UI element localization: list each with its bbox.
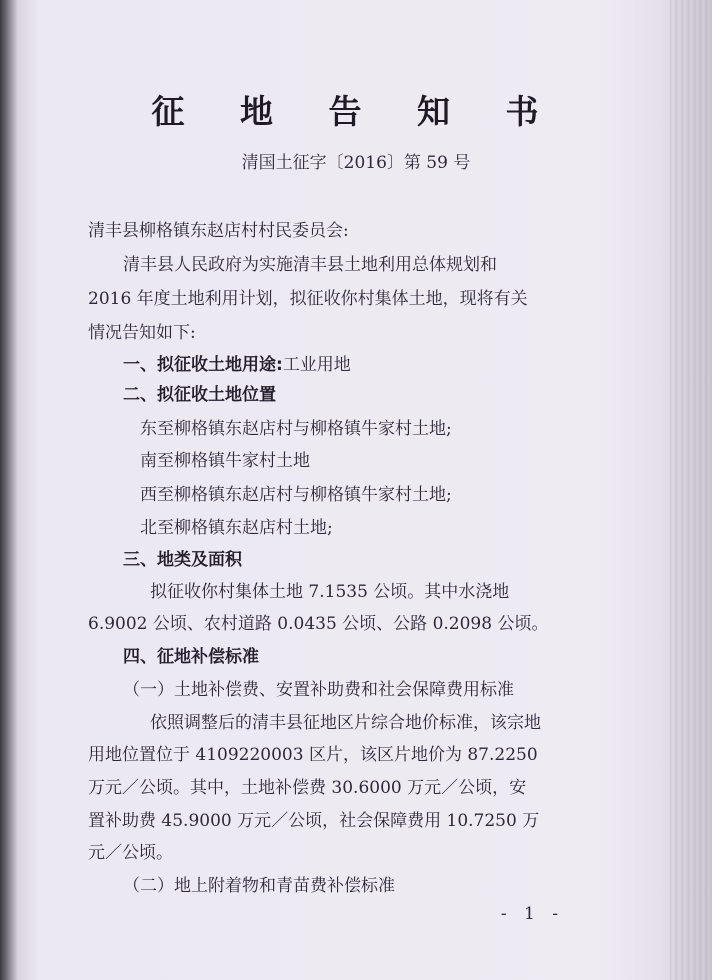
compensation-line-2: 用地位置位于 4109220003 区片，该区片地价为 87.2250 xyxy=(88,745,538,765)
compensation-line-4: 置补助费 45.9000 万元／公顷，社会保障费用 10.7250 万 xyxy=(88,811,540,831)
intro-line-3: 情况告知如下: xyxy=(88,323,196,343)
area-line-2: 6.9002 公顷、农村道路 0.0435 公顷、公路 0.2098 公顷。 xyxy=(88,614,549,634)
location-north: 北至柳格镇东赵店村土地; xyxy=(140,518,333,538)
compensation-line-5: 元／公顷。 xyxy=(88,843,173,863)
intro-line-2: 2016 年度土地利用计划，拟征收你村集体土地，现将有关 xyxy=(88,289,528,309)
section1-heading: 一、拟征收土地用途: xyxy=(123,355,283,375)
section1-line xyxy=(123,350,351,375)
section4-heading: 四、征地补偿标准 xyxy=(123,647,259,667)
compensation-line-3: 万元／公顷。其中，土地补偿费 30.6000 万元／公顷，安 xyxy=(88,778,527,798)
page-number: - 1 - xyxy=(500,904,564,924)
area-line-1: 拟征收你村集体土地 7.1535 公顷。其中水浇地 xyxy=(150,582,510,602)
addressee: 清丰县柳格镇东赵店村村民委员会: xyxy=(88,221,349,241)
location-west: 西至柳格镇东赵店村与柳格镇牛家村土地; xyxy=(140,485,452,505)
document-number: 清国土征字〔2016〕第 59 号 xyxy=(241,153,471,173)
section2-heading: 二、拟征收土地位置 xyxy=(123,385,276,405)
document-title: 征 地 告 知 书 xyxy=(151,92,561,131)
section3-heading: 三、地类及面积 xyxy=(123,550,242,570)
section4-subheading-1: （一）土地补偿费、安置补助费和社会保障费用标准 xyxy=(123,680,514,700)
compensation-line-1: 依照调整后的清丰县征地区片综合地价标准，该宗地 xyxy=(150,713,541,733)
location-south: 南至柳格镇牛家村土地 xyxy=(140,451,310,471)
location-east: 东至柳格镇东赵店村与柳格镇牛家村土地; xyxy=(140,419,452,439)
section4-subheading-2: （二）地上附着物和青苗费补偿标准 xyxy=(123,876,395,896)
binding-edge xyxy=(670,0,712,980)
section1-value: 工业用地 xyxy=(282,355,351,375)
intro-line-1: 清丰县人民政府为实施清丰县土地利用总体规划和 xyxy=(123,255,497,275)
